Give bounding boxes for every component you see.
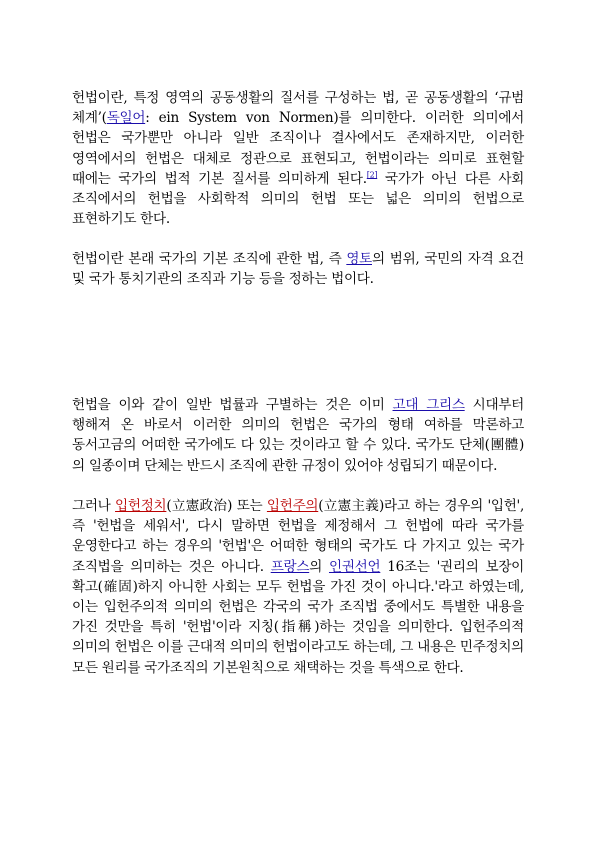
- p4-text-4: 의: [309, 558, 329, 575]
- link-territory[interactable]: 영토: [346, 251, 372, 267]
- p2-text-1: 헌법이란 본래 국가의 기본 조직에 관한 법, 즉: [72, 251, 347, 267]
- link-declaration-of-rights[interactable]: 인권선언: [328, 558, 381, 575]
- p2-text-2: 의 범위, 국민의 자격 요건 및 국가 통치기관의 조직과 기능 등을 정하는 법이다.: [72, 251, 524, 288]
- link-constitutionalism[interactable]: 입헌주의: [266, 498, 319, 514]
- p1-text-1: 헌법이란, 특정 영역의 공동생활의 질서를 구성하는 법, 곧 공동생활의 ‘규범 체계’(: [72, 90, 524, 127]
- link-france[interactable]: 프랑스: [270, 558, 310, 575]
- p4-text-5: 16조는 '권리의 보장이 확고(確固)하지 아니한 사회는 모두 헌법을 가진 것이 아니다.'라고 하였는데, 이는 입헌주의적 의미의 헌법은 각국의 국가 조직법 중에서도 특별한 내용을 가진 것만을 특히 '헌법'이라 지칭(指稱)하는 것임을 의미한다. 입헌주의적 의미의 헌법은 이를 근대적 의미의 헌법이라고도 하는데, 그 내용은 민주정치의 모든 원리를 국가조직의 기본원칙으로 채택하는 것을 특색으로 한다.: [72, 558, 524, 676]
- paragraph-ancient-greece: [72, 395, 524, 476]
- p3-text-1: 헌법을 이와 같이 일반 법률과 구별하는 것은 이미: [72, 397, 393, 413]
- paragraph-definition: [72, 88, 524, 229]
- p4-text-3: (立憲主義)라고 하는 경우의 '입헌', 즉 '헌법을 세워서', 다시 말하면 헌법을 제정해서 그 헌법에 따라 국가를 운영한다고 하는 경우의 '헌법'은 어떠한 형태의 국가도 다 가지고 있는 국가 조직법을 의미하는 것은 아니다.: [72, 498, 525, 575]
- link-constitutional-politics[interactable]: 입헌정치: [115, 498, 167, 514]
- paragraph-state-organization: [72, 249, 524, 289]
- footnote-ref-2[interactable]: [2]: [366, 170, 378, 180]
- p4-text-1: 그러나: [72, 498, 116, 514]
- p1-text-2: : ein System von Normen)를 의미한다. 이러한 의미에서 헌법은 국가뿐만 아니라 일반 조직이나 결사에서도 존재하지만, 이러한 영역에서의 헌법은 대체로 정관으로 표현되고, 헌법이라는 의미로 표현할 때에는 국가의 법적 기본 질서를 의미하게 된다.: [72, 110, 524, 187]
- link-ancient-greece[interactable]: 고대 그리스: [392, 397, 465, 413]
- p3-text-2: 시대부터 행해져 온 바로서 이러한 의미의 헌법은 국가의 형태 여하를 막론하고 동서고금의 어떠한 국가에도 다 있는 것이라고 할 수 있다. 국가도 단체(團體)의 일종이며 단체는 반드시 조직에 관한 규정이 있어야 성립되기 때문이다.: [72, 397, 524, 474]
- p1-text-3: 국가가 아닌 다른 사회 조직에서의 헌법을 사회학적 의미의 헌법 또는 넓은 의미의 헌법으로 표현하기도 한다.: [72, 170, 524, 228]
- paragraph-constitutionalism: [72, 496, 524, 678]
- link-german[interactable]: 독일어: [106, 110, 146, 127]
- p4-text-2: (立憲政治) 또는: [166, 498, 267, 514]
